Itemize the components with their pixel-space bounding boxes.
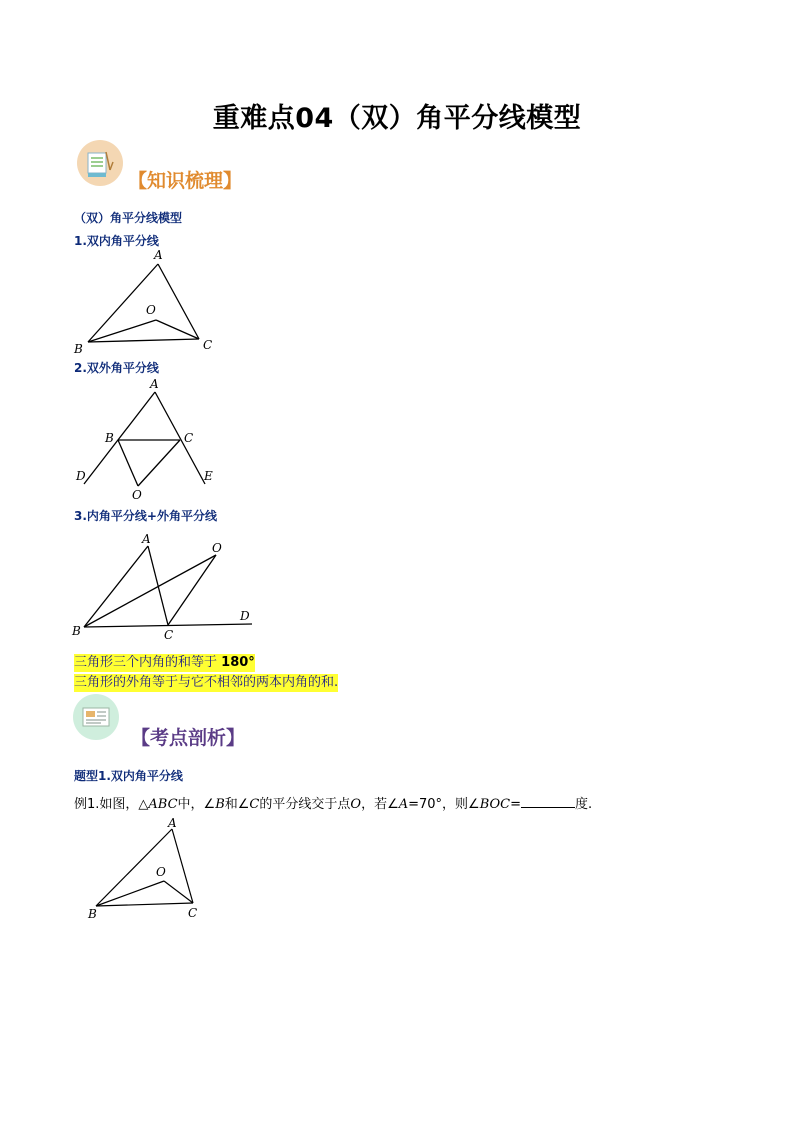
document-icon-graphic — [73, 694, 119, 740]
figure-example-1 — [84, 814, 214, 924]
point-label-a: A — [154, 248, 163, 262]
model-3-label: 3.内角平分线+外角平分线 — [74, 509, 217, 523]
model-heading: （双）角平分线模型 — [74, 211, 183, 225]
point-label-a: A — [150, 377, 159, 391]
model-2-label: 2.双外角平分线 — [74, 361, 159, 375]
point-label-a: A — [168, 816, 177, 830]
figure-double-interior-bisector — [66, 246, 236, 358]
point-label-d: D — [240, 609, 250, 623]
point-label-e: E — [204, 469, 213, 483]
model-1-label: 1.双内角平分线 — [74, 234, 159, 248]
point-label-c: C — [184, 431, 194, 445]
section-title-knowledge: 【知识梳理】 — [128, 170, 243, 192]
point-label-o: O — [156, 865, 166, 879]
point-label-o: O — [132, 488, 142, 502]
document-icon — [73, 694, 119, 740]
point-label-o: O — [146, 303, 156, 317]
fact-exterior-angle: 三角形的外角等于与它不相邻的两本内角的和. — [74, 675, 339, 690]
fact-angle-sum-text: 三角形三个内角的和等于 — [74, 655, 218, 670]
answer-blank[interactable] — [521, 795, 575, 808]
section-title-analysis: 【考点剖析】 — [131, 727, 246, 749]
point-label-b: B — [72, 624, 81, 638]
figure-double-exterior-bisector — [72, 372, 232, 504]
notebook-icon-graphic — [77, 140, 123, 186]
point-label-b: B — [105, 431, 114, 445]
point-label-c: C — [188, 906, 198, 920]
page-title: 重难点04（双）角平分线模型 — [212, 103, 582, 134]
question-type-label: 题型1.双内角平分线 — [74, 769, 183, 783]
fact-angle-sum-value: 180° — [221, 655, 255, 670]
point-label-c: C — [164, 628, 174, 642]
figure-interior-exterior-bisector — [64, 528, 264, 646]
fact-angle-sum — [74, 654, 255, 672]
point-label-c: C — [203, 338, 213, 352]
example-question: 例1.如图，△ABC中，∠B和∠C的平分线交于点O，若∠A=70°，则∠BOC= 度. — [74, 797, 593, 812]
point-label-d: D — [76, 469, 86, 483]
notebook-icon — [77, 140, 123, 186]
point-label-b: B — [88, 907, 97, 921]
point-label-b: B — [74, 342, 83, 356]
point-label-a: A — [142, 532, 151, 546]
point-label-o: O — [212, 541, 222, 555]
